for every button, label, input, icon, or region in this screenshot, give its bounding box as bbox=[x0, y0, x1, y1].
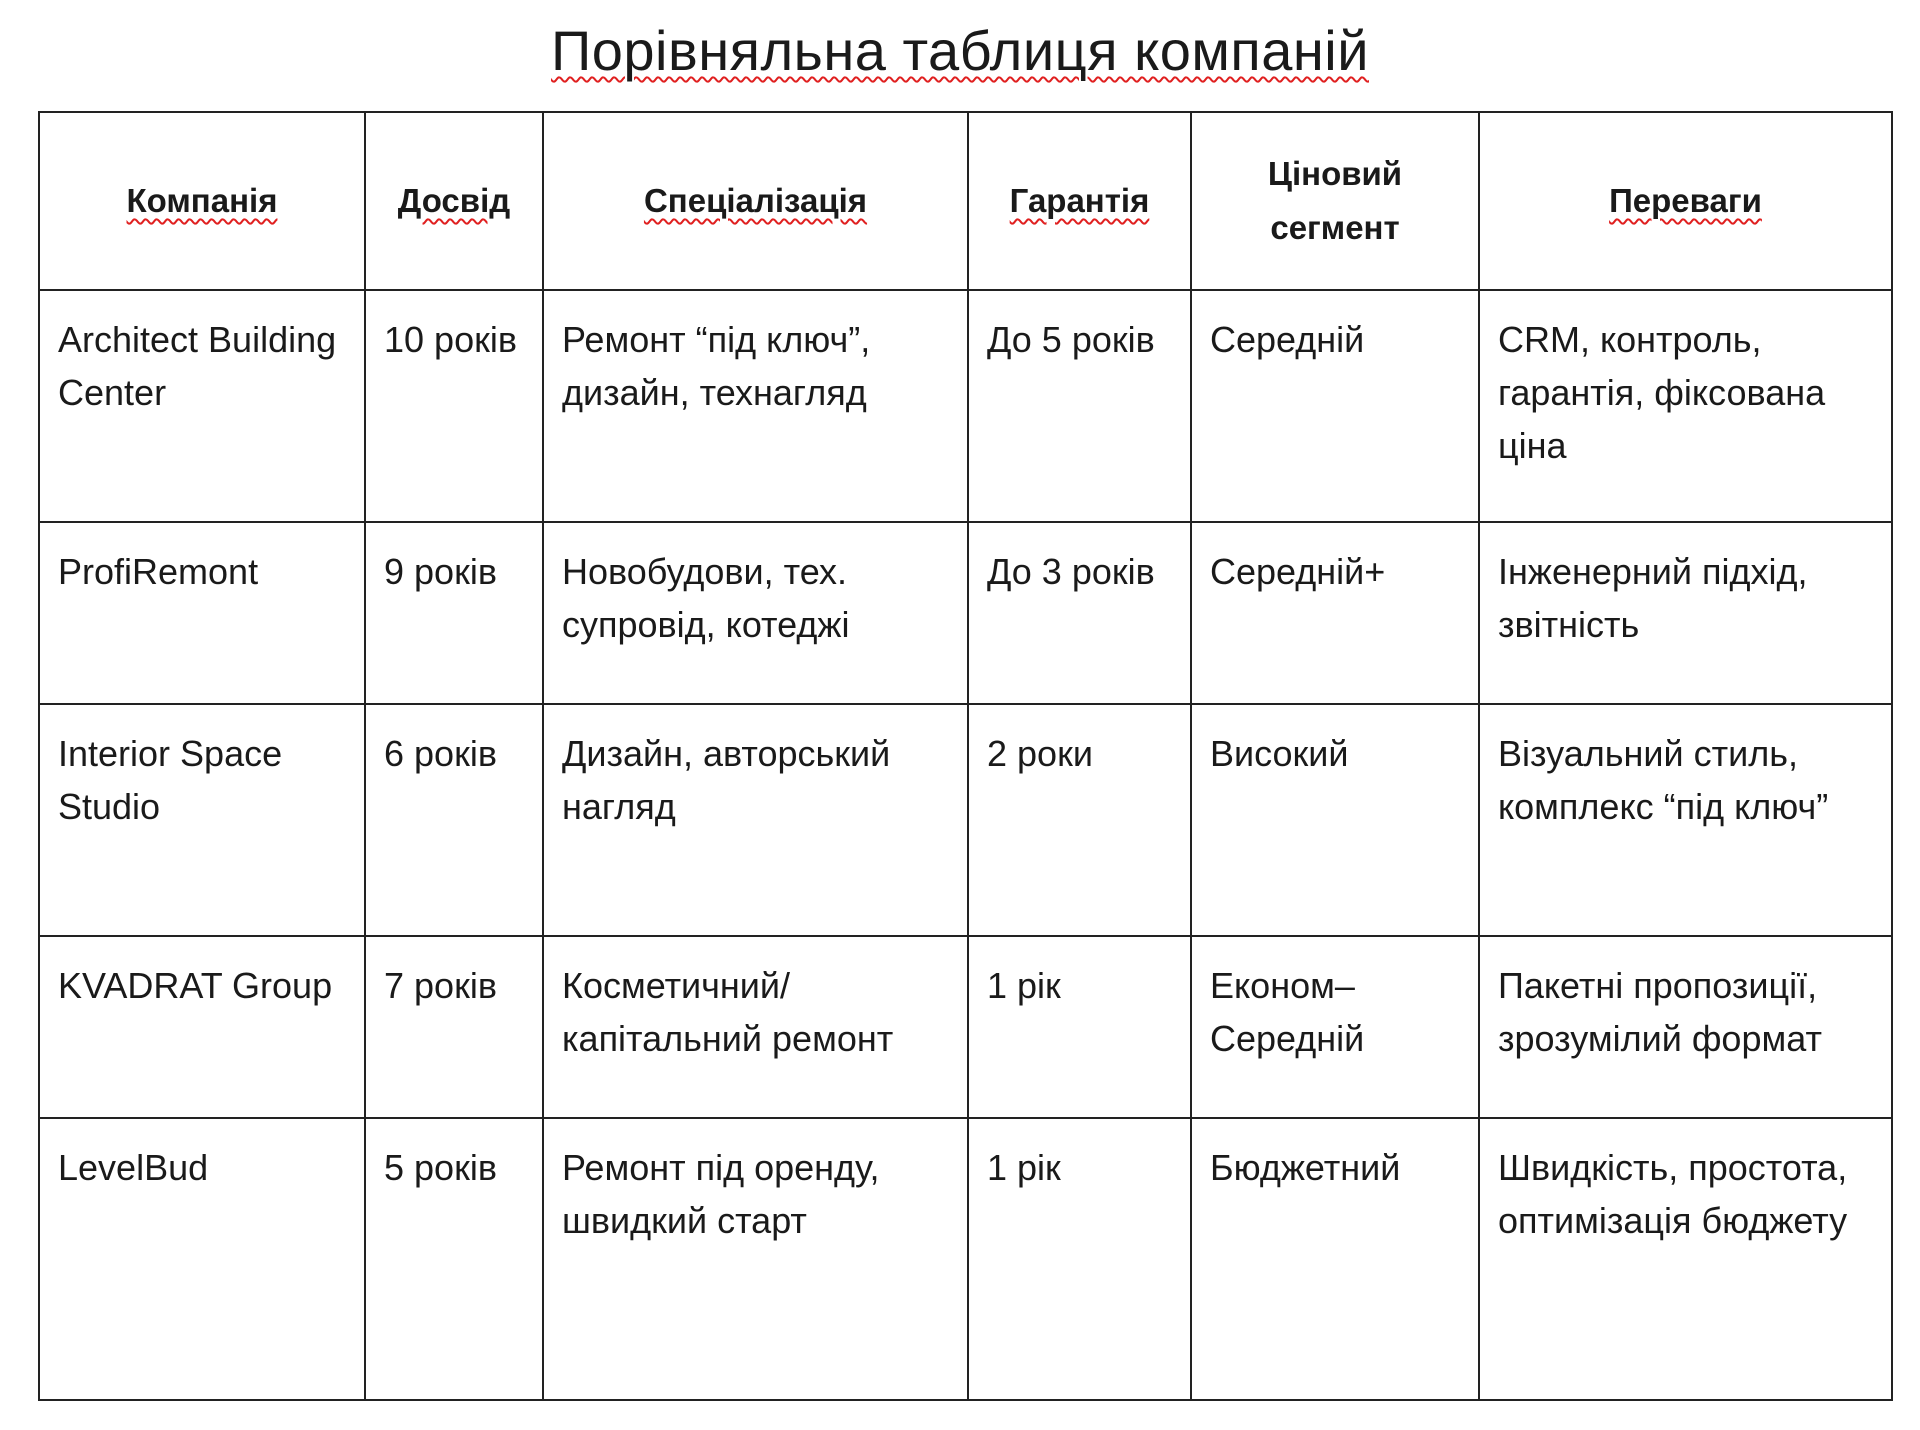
table-header-row bbox=[39, 112, 1892, 290]
cell-company: KVADRAT Group bbox=[39, 936, 365, 1118]
header-company: Компанія bbox=[39, 112, 365, 290]
cell-specialization: Косметичний/капітальний ремонт bbox=[543, 936, 968, 1118]
table-row bbox=[39, 522, 1892, 704]
cell-specialization: Ремонт під оренду, швидкий старт bbox=[543, 1118, 968, 1400]
header-advantages: Переваги bbox=[1479, 112, 1892, 290]
cell-company: Architect Building Center bbox=[39, 290, 365, 522]
header-price-segment: Ціновий сегмент bbox=[1191, 112, 1479, 290]
cell-experience: 9 років bbox=[365, 522, 543, 704]
cell-warranty: До 3 років bbox=[968, 522, 1191, 704]
cell-warranty: 2 роки bbox=[968, 704, 1191, 936]
cell-company: ProfiRemont bbox=[39, 522, 365, 704]
cell-experience: 7 років bbox=[365, 936, 543, 1118]
cell-company: LevelBud bbox=[39, 1118, 365, 1400]
cell-company: Interior Space Studio bbox=[39, 704, 365, 936]
table-row bbox=[39, 1118, 1892, 1400]
header-experience: Досвід bbox=[365, 112, 543, 290]
cell-specialization: Ремонт “під ключ”, дизайн, технагляд bbox=[543, 290, 968, 522]
cell-experience: 5 років bbox=[365, 1118, 543, 1400]
cell-segment: Середній bbox=[1191, 290, 1479, 522]
cell-segment: Високий bbox=[1191, 704, 1479, 936]
cell-segment: Економ–Середній bbox=[1191, 936, 1479, 1118]
cell-warranty: До 5 років bbox=[968, 290, 1191, 522]
comparison-table bbox=[38, 111, 1893, 1401]
table-row bbox=[39, 936, 1892, 1118]
cell-experience: 10 років bbox=[365, 290, 543, 522]
cell-specialization: Новобудови, тех. супровід, котеджі bbox=[543, 522, 968, 704]
header-specialization: Спеціалізація bbox=[543, 112, 968, 290]
table-row bbox=[39, 704, 1892, 936]
cell-segment: Бюджетний bbox=[1191, 1118, 1479, 1400]
cell-experience: 6 років bbox=[365, 704, 543, 936]
cell-advantages: Пакетні пропозиції, зрозумілий формат bbox=[1479, 936, 1892, 1118]
cell-warranty: 1 рік bbox=[968, 1118, 1191, 1400]
table-row bbox=[39, 290, 1892, 522]
cell-segment: Середній+ bbox=[1191, 522, 1479, 704]
cell-warranty: 1 рік bbox=[968, 936, 1191, 1118]
cell-advantages: Інженерний підхід, звітність bbox=[1479, 522, 1892, 704]
cell-advantages: CRM, контроль, гарантія, фіксована ціна bbox=[1479, 290, 1892, 522]
cell-advantages: Візуальний стиль, комплекс “під ключ” bbox=[1479, 704, 1892, 936]
cell-specialization: Дизайн, авторський нагляд bbox=[543, 704, 968, 936]
cell-advantages: Швидкість, простота, оптимізація бюджету bbox=[1479, 1118, 1892, 1400]
page-title: Порівняльна таблиця компаній bbox=[551, 19, 1369, 82]
header-warranty: Гарантія bbox=[968, 112, 1191, 290]
